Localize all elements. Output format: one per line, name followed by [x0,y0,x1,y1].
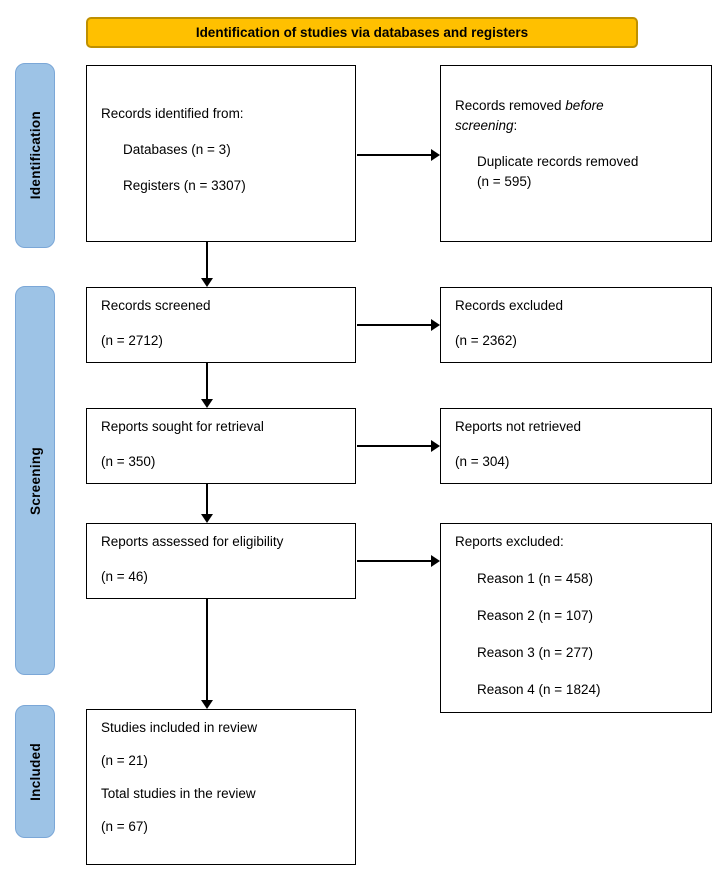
stage-label-screening [15,286,55,675]
diagram-title-text: Identification of studies via databases and registers [195,25,529,40]
box-records-removed [440,65,712,242]
reports-excluded-reason-4: Reason 4 (n = 1824) [477,682,601,697]
arrow-identified-to-removed [357,154,431,156]
stage-label-included-text: Included [27,742,43,801]
box-reports-excluded [440,523,712,713]
reports-excluded-reason-2: Reason 2 (n = 107) [477,608,593,623]
box-records-excluded [440,287,712,363]
duplicate-records-label: Duplicate records removed [477,154,639,169]
stage-label-identification [15,63,55,248]
arrow-screened-to-sought [206,363,208,399]
stage-label-screening-text: Screening [27,446,43,515]
stage-label-included [15,705,55,838]
arrow-assessed-to-included [206,599,208,700]
duplicate-records-count: (n = 595) [477,174,532,189]
studies-included-label: Studies included in review [101,720,258,735]
records-identified-registers: Registers (n = 3307) [123,178,246,193]
box-reports-not-retrieved [440,408,712,484]
reports-assessed-count: (n = 46) [101,569,148,584]
reports-assessed-label: Reports assessed for eligibility [101,534,284,549]
arrow-sought-to-assessed [206,484,208,514]
reports-not-retrieved-count: (n = 304) [455,454,510,469]
stage-label-identification-text: Identification [27,111,43,200]
records-removed-line1-colon: : [513,118,518,133]
reports-excluded-reason-1: Reason 1 (n = 458) [477,571,593,586]
duplicate-records-block [455,152,699,192]
records-excluded-label: Records excluded [455,298,564,313]
records-identified-databases: Databases (n = 3) [123,142,231,157]
diagram-title [86,17,638,48]
records-excluded-count: (n = 2362) [455,333,517,348]
box-reports-sought [86,408,356,484]
box-reports-assessed [86,523,356,599]
records-screened-count: (n = 2712) [101,333,163,348]
records-removed-line1-pre: Records removed [455,98,566,113]
records-removed-line1-italic: before screening [455,98,604,133]
box-studies-included [86,709,356,865]
reports-sought-count: (n = 350) [101,454,156,469]
total-studies-count: (n = 67) [101,819,148,834]
arrow-assessed-to-reports-excluded [357,560,431,562]
reports-not-retrieved-label: Reports not retrieved [455,419,582,434]
arrow-identified-to-screened [206,242,208,278]
reports-sought-label: Reports sought for retrieval [101,419,264,434]
records-identified-line1: Records identified from: [101,106,244,121]
records-removed-line1 [455,96,661,136]
reports-excluded-reason-3: Reason 3 (n = 277) [477,645,593,660]
arrow-screened-to-excluded [357,324,431,326]
records-screened-label: Records screened [101,298,211,313]
box-records-identified [86,65,356,242]
studies-included-count: (n = 21) [101,753,148,768]
arrow-sought-to-not-retrieved [357,445,431,447]
box-records-screened [86,287,356,363]
reports-excluded-label: Reports excluded: [455,534,564,549]
total-studies-label: Total studies in the review [101,786,256,801]
